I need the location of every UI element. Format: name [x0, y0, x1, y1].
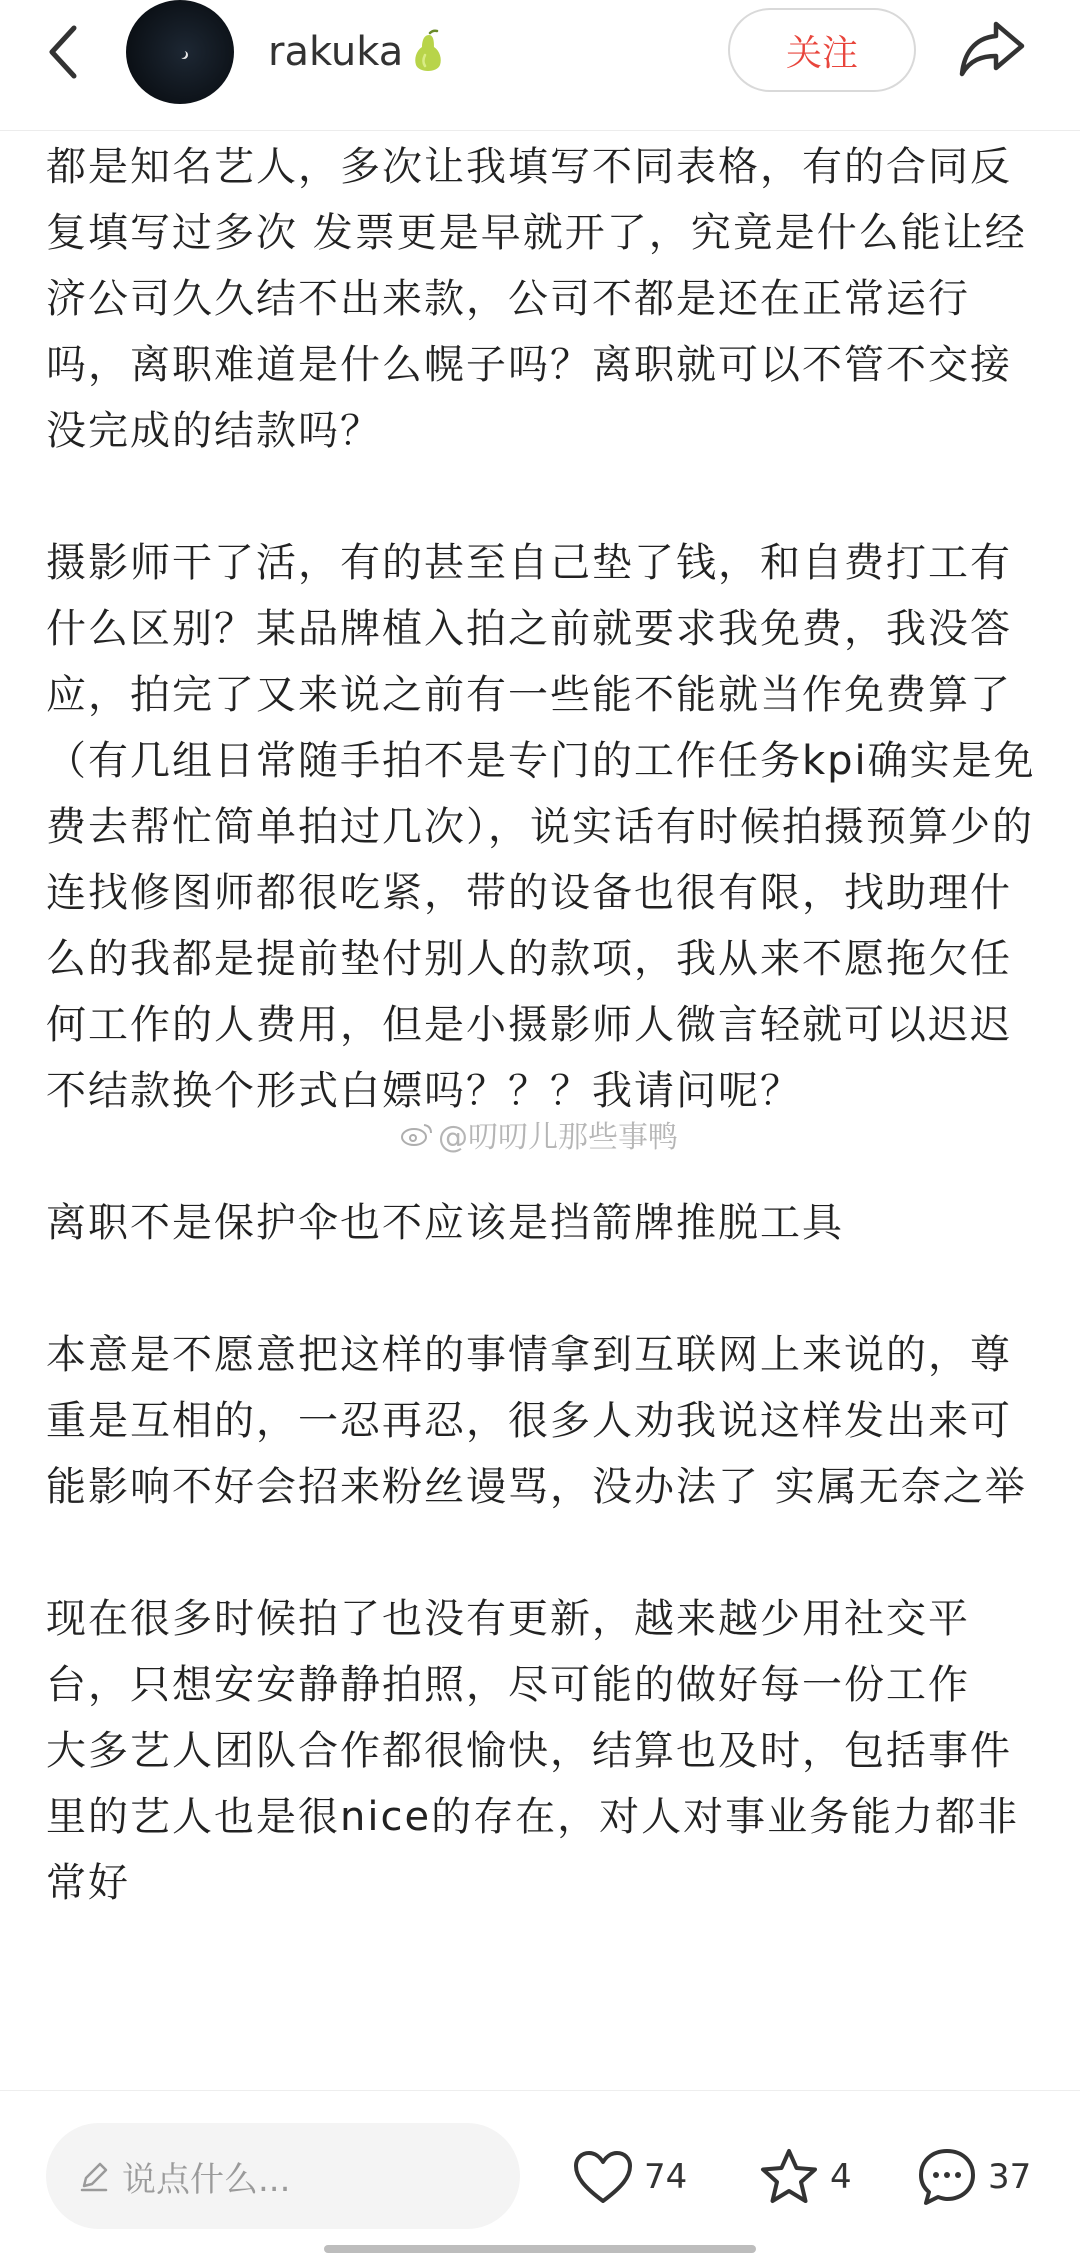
back-button[interactable] — [38, 20, 86, 84]
weibo-icon — [400, 1121, 434, 1147]
top-nav-bar — [0, 0, 1080, 131]
post-paragraph: 摄影师干了活，有的甚至自己垫了钱，和自费打工有什么区别？某品牌植入拍之前就要求我免费，我没答应，拍完了又来说之前有一些能不能就当作免费算了（有几组日常随手拍不是专门的工作任务kpi确实是免费去帮忙简单拍过几次），说实话有时候拍摄预算少的连找修图师都很吃紧，带的设备也很有限，找助理什么的我都是提前垫付别人的款项，我从来不愿拖欠任何工作的人费用，但是小摄影师人微言轻就可以迟迟不结款换个形式白嫖吗？？？我请问呢？ — [46, 540, 1036, 1114]
follow-button[interactable]: 关注 — [728, 8, 916, 92]
comment-bubble-icon — [916, 2146, 978, 2208]
comment-input[interactable] — [46, 2123, 520, 2229]
favorite-count: 4 — [830, 2157, 852, 2197]
like-button[interactable] — [572, 2135, 687, 2219]
avatar[interactable] — [126, 0, 234, 104]
favorite-button[interactable] — [758, 2135, 852, 2219]
author-name-row[interactable] — [268, 26, 447, 78]
home-indicator[interactable] — [324, 2245, 756, 2253]
share-arrow-icon — [956, 14, 1028, 86]
comment-count: 37 — [988, 2157, 1032, 2197]
star-icon — [758, 2147, 820, 2207]
like-count: 74 — [644, 2157, 688, 2197]
post-content — [46, 134, 1036, 2046]
post-paragraph: 现在很多时候拍了也没有更新，越来越少用社交平台，只想安安静静拍照，尽可能的做好每一份工作 — [46, 1596, 970, 1708]
post-paragraph: 离职不是保护伞也不应该是挡箭牌推脱工具 — [46, 1200, 844, 1246]
moon-icon — [178, 50, 186, 58]
post-paragraph: 本意是不愿意把这样的事情拿到互联网上来说的，尊重是互相的，一忍再忍，很多人劝我说这样发出来可能影响不好会招来粉丝谩骂，没办法了 实属无奈之举 — [46, 1332, 1027, 1510]
comment-button[interactable] — [916, 2135, 1031, 2219]
chevron-left-icon — [44, 22, 80, 82]
pencil-icon — [76, 2158, 112, 2194]
watermark — [400, 1112, 678, 1156]
username[interactable]: rakuka — [268, 29, 404, 75]
pear-icon — [409, 29, 447, 75]
bottom-action-bar — [0, 2090, 1080, 2260]
watermark-text: @叨叨儿那些事鸭 — [438, 1120, 678, 1155]
post-paragraph: 都是知名艺人，多次让我填写不同表格，有的合同反复填写过多次 发票更是早就开了，究竟是什么能让经济公司久久结不出来款，公司不都是还在正常运行吗，离职难道是什么幌子吗？离职就可以不管不交接没完成的结款吗？ — [46, 144, 1027, 454]
heart-icon — [572, 2149, 634, 2205]
share-button[interactable] — [956, 14, 1028, 86]
comment-placeholder: 说点什么... — [122, 2159, 291, 2200]
post-paragraph: 大多艺人团队合作都很愉快，结算也及时，包括事件里的艺人也是很nice的存在，对人对事业务能力都非常好 — [46, 1728, 1020, 1906]
